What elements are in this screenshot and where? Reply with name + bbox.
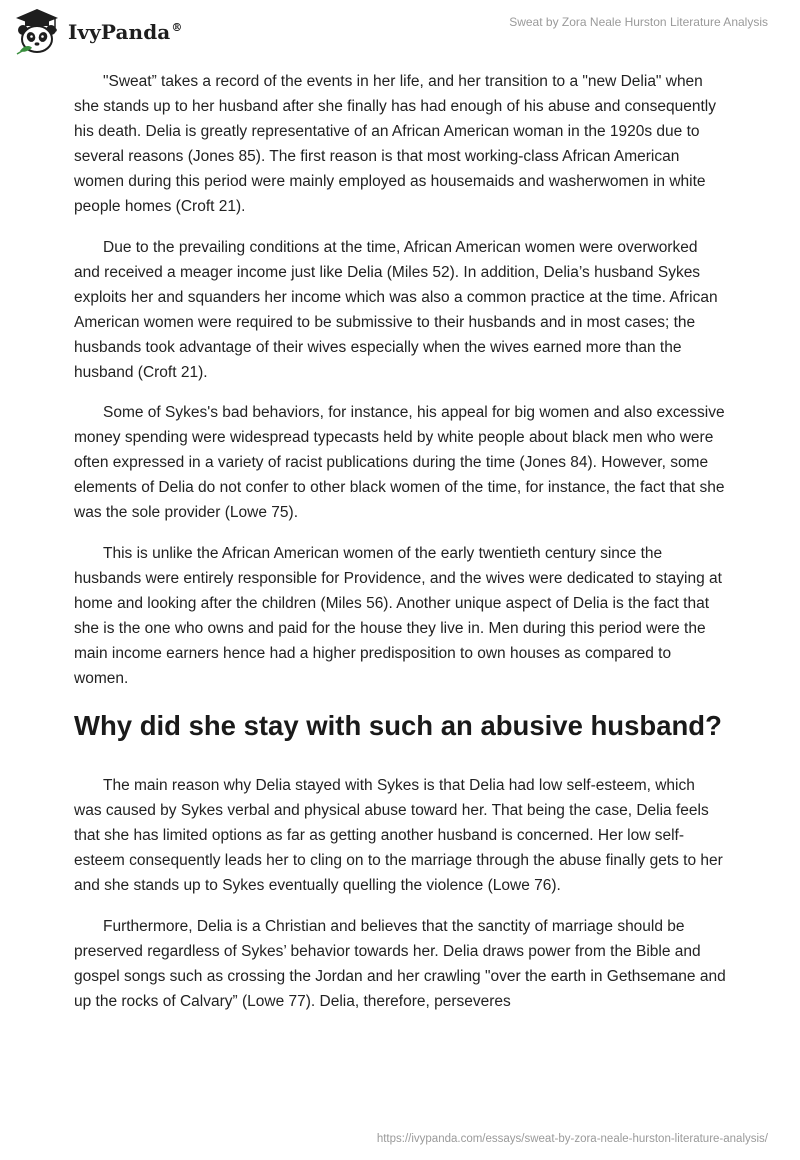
panda-graduate-icon xyxy=(12,7,62,57)
article-body xyxy=(74,69,726,1029)
paragraph: This is unlike the African American women of the early twentieth century since the husbands were entirely responsible for Providence, and the wives were dedicated to staying at home and looking after the children (Miles 56). Another unique aspect of Delia is the fact that she is the one who owns and paid for the house they live in. Men during this period were the main income earners hence had a higher predisposition to own houses as compared to women. xyxy=(74,544,722,687)
source-url[interactable]: https://ivypanda.com/essays/sweat-by-zora-neale-hurston-literature-analysis/ xyxy=(376,1133,768,1145)
page-header xyxy=(0,0,800,62)
paragraph: Some of Sykes's bad behaviors, for instance, his appeal for big women and also excessive money spending were widespread typecasts held by white people about black men who were often expressed in a variety of racist publications during the time (Jones 84). However, some elements of Delia do not confer to other black women of the time, for instance, the fact that she was the sole provider (Lowe 75). xyxy=(74,404,725,521)
brand-name: IvyPanda® xyxy=(68,20,183,44)
ivypanda-logo[interactable] xyxy=(12,7,182,57)
paragraph: Due to the prevailing conditions at the time, African American women were overworked and received a meager income just like Delia (Miles 52). In addition, Delia’s husband Sykes exploits her and squanders her income which was also a common practice at the time. African American women were required to be submissive to their husbands and in most cases; the husbands took advantage of their wives especially when the wives earned more than the husband (Croft 21). xyxy=(74,238,718,381)
paragraph: Furthermore, Delia is a Christian and believes that the sanctity of marriage should be preserved regardless of Sykes’ behavior towards her. Delia draws power from the Bible and gospel songs such as crossing the Jordan and her crawling "over the earth in Gethsemane and up the rocks of Calvary” (Lowe 77). Delia, therefore, perseveres xyxy=(74,917,726,1010)
registered-mark: ® xyxy=(171,21,183,35)
document-title: Sweat by Zora Neale Hurston Literature Analysis xyxy=(509,15,768,29)
section-heading: Why did she stay with such an abusive husband? xyxy=(74,710,722,741)
paragraph: The main reason why Delia stayed with Sykes is that Delia had low self-esteem, which was caused by Sykes verbal and physical abuse toward her. That being the case, Delia feels that she has limited options as far as getting another husband is concerned. Her low self-esteem consequently leads her to cling on to the marriage through the abuse finally gets to her and she stands up to Sykes eventually quelling the violence (Lowe 76). xyxy=(74,777,723,894)
paragraph: "Sweat” takes a record of the events in her life, and her transition to a "new Delia" when she stands up to her husband after she finally has had enough of his abuse and consequently his death. Delia is greatly representative of an African American woman in the 1920s due to several reasons (Jones 85). The first reason is that most working-class African American women during this period were mainly employed as housemaids and washerwomen in white people homes (Croft 21). xyxy=(74,73,716,215)
